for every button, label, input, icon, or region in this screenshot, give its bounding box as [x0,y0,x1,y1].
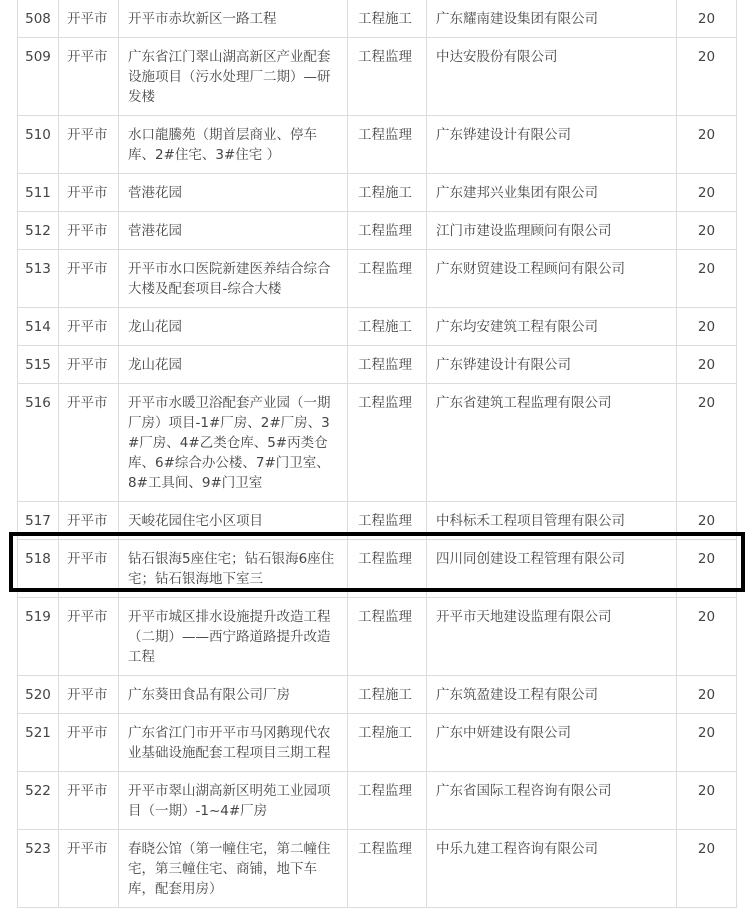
city-cell: 开平市 [59,772,119,830]
city-cell: 开平市 [59,0,119,38]
score-cell: 20 [677,116,737,174]
row-number: 517 [18,502,59,540]
table-row [18,212,737,250]
table-row [18,384,737,502]
row-number: 510 [18,116,59,174]
table-row [18,308,737,346]
project-name-cell: 开平市赤坎新区一路工程 [119,0,348,38]
company-cell: 广东建邦兴业集团有限公司 [427,174,677,212]
table-row [18,0,737,38]
work-type-cell: 工程施工 [348,676,427,714]
work-type-cell: 工程监理 [348,540,427,598]
company-cell: 广东铧建设计有限公司 [427,116,677,174]
company-cell: 广东财贸建设工程顾问有限公司 [427,250,677,308]
score-cell: 20 [677,38,737,116]
project-name-cell: 钻石银海5座住宅；钻石银海6座住宅；钻石银海地下室三 [119,540,348,598]
city-cell: 开平市 [59,384,119,502]
city-cell: 开平市 [59,676,119,714]
score-cell: 20 [677,0,737,38]
score-cell: 20 [677,174,737,212]
project-name-cell: 开平市水暖卫浴配套产业园（一期厂房）项目-1#厂房、2#厂房、3#厂房、4#乙类仓库、5#丙类仓库、6#综合办公楼、7#门卫室、8#工具间、9#门卫室 [119,384,348,502]
table-row [18,676,737,714]
row-number: 511 [18,174,59,212]
table-body [18,0,737,908]
city-cell: 开平市 [59,540,119,598]
city-cell: 开平市 [59,250,119,308]
score-cell: 20 [677,250,737,308]
project-name-cell: 菅港花园 [119,174,348,212]
work-type-cell: 工程监理 [348,250,427,308]
work-type-cell: 工程监理 [348,384,427,502]
company-cell: 中达安股份有限公司 [427,38,677,116]
work-type-cell: 工程监理 [348,116,427,174]
row-number: 518 [18,540,59,598]
work-type-cell: 工程监理 [348,502,427,540]
project-name-cell: 开平市水口医院新建医养结合综合大楼及配套项目-综合大楼 [119,250,348,308]
company-cell: 广东省国际工程咨询有限公司 [427,772,677,830]
work-type-cell: 工程施工 [348,0,427,38]
work-type-cell: 工程监理 [348,212,427,250]
project-name-cell: 天峻花园住宅小区项目 [119,502,348,540]
row-number: 520 [18,676,59,714]
project-name-cell: 水口龍騰苑（期首层商业、停车库、2#住宅、3#住宅 ） [119,116,348,174]
work-type-cell: 工程监理 [348,830,427,908]
score-cell: 20 [677,598,737,676]
company-cell: 开平市天地建设监理有限公司 [427,598,677,676]
score-cell: 20 [677,502,737,540]
project-name-cell: 开平市城区排水设施提升改造工程（二期）——西宁路道路提升改造工程 [119,598,348,676]
score-cell: 20 [677,540,737,598]
project-name-cell: 广东省江门市开平市马冈鹅现代农业基础设施配套工程项目三期工程 [119,714,348,772]
company-cell: 四川同创建设工程管理有限公司 [427,540,677,598]
city-cell: 开平市 [59,598,119,676]
company-cell: 中科标禾工程项目管理有限公司 [427,502,677,540]
company-cell: 广东耀南建设集团有限公司 [427,0,677,38]
work-type-cell: 工程监理 [348,772,427,830]
company-cell: 广东均安建筑工程有限公司 [427,308,677,346]
row-number: 512 [18,212,59,250]
row-number: 523 [18,830,59,908]
table-row [18,714,737,772]
work-type-cell: 工程监理 [348,346,427,384]
table-row [18,116,737,174]
row-number: 522 [18,772,59,830]
city-cell: 开平市 [59,346,119,384]
company-cell: 广东铧建设计有限公司 [427,346,677,384]
city-cell: 开平市 [59,38,119,116]
row-number: 514 [18,308,59,346]
work-type-cell: 工程施工 [348,174,427,212]
city-cell: 开平市 [59,174,119,212]
city-cell: 开平市 [59,830,119,908]
score-cell: 20 [677,830,737,908]
row-number: 509 [18,38,59,116]
row-number: 516 [18,384,59,502]
table-row [18,38,737,116]
table-row [18,598,737,676]
table-row [18,346,737,384]
work-type-cell: 工程施工 [348,714,427,772]
city-cell: 开平市 [59,714,119,772]
table-row [18,250,737,308]
company-cell: 广东筑盈建设工程有限公司 [427,676,677,714]
score-cell: 20 [677,772,737,830]
project-name-cell: 广东省江门翠山湖高新区产业配套设施项目（污水处理厂二期）—研发楼 [119,38,348,116]
project-name-cell: 龙山花园 [119,308,348,346]
row-number: 521 [18,714,59,772]
row-number: 519 [18,598,59,676]
company-cell: 中乐九建工程咨询有限公司 [427,830,677,908]
company-cell: 江门市建设监理顾问有限公司 [427,212,677,250]
row-number: 513 [18,250,59,308]
row-number: 508 [18,0,59,38]
score-cell: 20 [677,384,737,502]
work-type-cell: 工程监理 [348,598,427,676]
score-cell: 20 [677,212,737,250]
project-name-cell: 龙山花园 [119,346,348,384]
project-name-cell: 开平市翠山湖高新区明苑工业园项目（一期）-1~4#厂房 [119,772,348,830]
city-cell: 开平市 [59,212,119,250]
project-name-cell: 广东葵田食品有限公司厂房 [119,676,348,714]
project-name-cell: 菅港花园 [119,212,348,250]
score-cell: 20 [677,308,737,346]
table-row [18,502,737,540]
table-row [18,540,737,598]
work-type-cell: 工程施工 [348,308,427,346]
company-cell: 广东省建筑工程监理有限公司 [427,384,677,502]
project-name-cell: 春晓公馆（第一幢住宅，第二幢住宅，第三幢住宅、商铺，地下车库，配套用房） [119,830,348,908]
credit-score-table [17,0,737,908]
score-cell: 20 [677,676,737,714]
score-cell: 20 [677,714,737,772]
company-cell: 广东中妍建设有限公司 [427,714,677,772]
work-type-cell: 工程监理 [348,38,427,116]
city-cell: 开平市 [59,116,119,174]
table-row [18,772,737,830]
table-row [18,174,737,212]
city-cell: 开平市 [59,308,119,346]
row-number: 515 [18,346,59,384]
table-row [18,830,737,908]
score-cell: 20 [677,346,737,384]
city-cell: 开平市 [59,502,119,540]
